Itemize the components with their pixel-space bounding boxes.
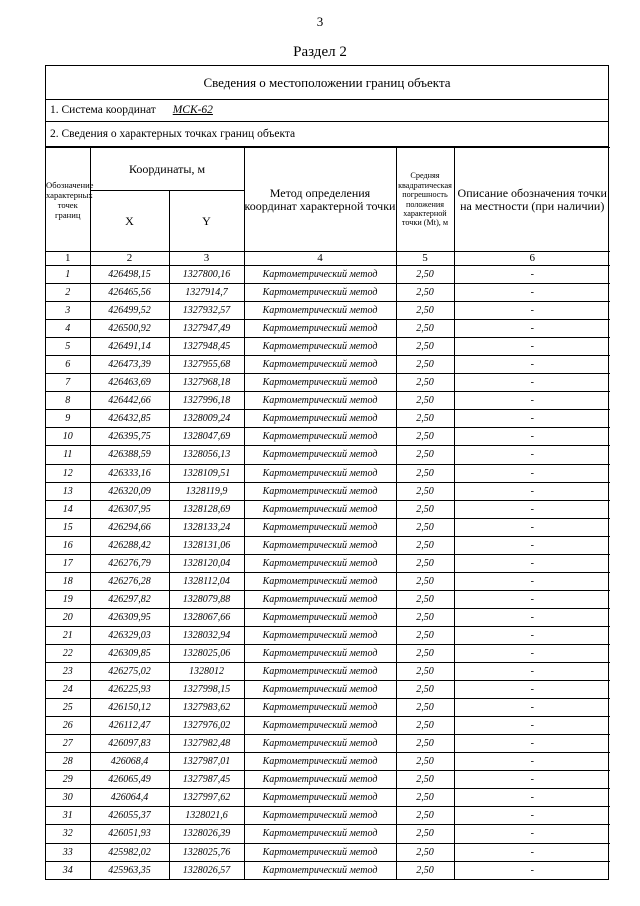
method: Картометрический метод <box>244 320 396 338</box>
coord-y: 1327955,68 <box>169 356 244 374</box>
description: - <box>454 681 610 699</box>
method: Картометрический метод <box>244 428 396 446</box>
coord-y: 1327914,7 <box>169 284 244 302</box>
page-number: 3 <box>316 14 324 29</box>
coord-y: 1328026,57 <box>169 861 244 879</box>
mean-error: 2,50 <box>396 843 454 861</box>
point-number: 9 <box>46 410 90 428</box>
point-number: 6 <box>46 356 90 374</box>
point-number: 3 <box>46 302 90 320</box>
description: - <box>454 699 610 717</box>
table-row <box>46 428 610 446</box>
description: - <box>454 446 610 464</box>
method: Картометрический метод <box>244 861 396 879</box>
coord-y: 1328047,69 <box>169 428 244 446</box>
point-number: 1 <box>46 266 90 284</box>
mean-error: 2,50 <box>396 266 454 284</box>
description: - <box>454 554 610 572</box>
mean-error: 2,50 <box>396 446 454 464</box>
table-row <box>46 392 610 410</box>
table-row <box>46 536 610 554</box>
table-row <box>46 807 610 825</box>
mean-error: 2,50 <box>396 861 454 879</box>
col-y: Y <box>169 191 244 252</box>
mean-error: 2,50 <box>396 590 454 608</box>
coord-x: 426395,75 <box>90 428 169 446</box>
coord-y: 1328032,94 <box>169 626 244 644</box>
coord-x: 425982,02 <box>90 843 169 861</box>
coord-y: 1327948,45 <box>169 338 244 356</box>
point-number: 28 <box>46 753 90 771</box>
description: - <box>454 338 610 356</box>
description: - <box>454 320 610 338</box>
coord-y: 1327982,48 <box>169 735 244 753</box>
description: - <box>454 717 610 735</box>
coord-y: 1327996,18 <box>169 392 244 410</box>
table-row <box>46 753 610 771</box>
table-row <box>46 717 610 735</box>
coord-y: 1328056,13 <box>169 446 244 464</box>
method: Картометрический метод <box>244 482 396 500</box>
mean-error: 2,50 <box>396 320 454 338</box>
method: Картометрический метод <box>244 464 396 482</box>
method: Картометрический метод <box>244 266 396 284</box>
mean-error: 2,50 <box>396 392 454 410</box>
mean-error: 2,50 <box>396 663 454 681</box>
mean-error: 2,50 <box>396 374 454 392</box>
description: - <box>454 464 610 482</box>
method: Картометрический метод <box>244 753 396 771</box>
method: Картометрический метод <box>244 807 396 825</box>
coord-x: 426309,85 <box>90 644 169 662</box>
coord-y: 1327987,45 <box>169 771 244 789</box>
coord-x: 426333,16 <box>90 464 169 482</box>
coord-y: 1328131,06 <box>169 536 244 554</box>
table-row <box>46 302 610 320</box>
coord-x: 426388,59 <box>90 446 169 464</box>
description: - <box>454 392 610 410</box>
mean-error: 2,50 <box>396 681 454 699</box>
point-number: 8 <box>46 392 90 410</box>
table-row <box>46 356 610 374</box>
point-number: 21 <box>46 626 90 644</box>
coord-y: 1328009,24 <box>169 410 244 428</box>
coord-y: 1328079,88 <box>169 590 244 608</box>
coord-x: 426150,12 <box>90 699 169 717</box>
mean-error: 2,50 <box>396 753 454 771</box>
mean-error: 2,50 <box>396 284 454 302</box>
coord-x: 426491,14 <box>90 338 169 356</box>
method: Картометрический метод <box>244 338 396 356</box>
point-number: 18 <box>46 572 90 590</box>
point-number: 33 <box>46 843 90 861</box>
table-row <box>46 825 610 843</box>
table-row <box>46 410 610 428</box>
method: Картометрический метод <box>244 626 396 644</box>
coord-system-value: МСК-62 <box>172 104 213 116</box>
description: - <box>454 356 610 374</box>
coord-x: 426112,47 <box>90 717 169 735</box>
point-number: 17 <box>46 554 90 572</box>
column-number: 2 <box>90 252 169 266</box>
point-number: 30 <box>46 789 90 807</box>
description: - <box>454 284 610 302</box>
description: - <box>454 753 610 771</box>
table-row <box>46 518 610 536</box>
point-number: 10 <box>46 428 90 446</box>
mean-error: 2,50 <box>396 554 454 572</box>
mean-error: 2,50 <box>396 410 454 428</box>
coord-x: 426097,83 <box>90 735 169 753</box>
coord-x: 426442,66 <box>90 392 169 410</box>
description: - <box>454 626 610 644</box>
points-table-body <box>46 266 610 879</box>
coord-y: 1328128,69 <box>169 500 244 518</box>
coord-x: 426225,93 <box>90 681 169 699</box>
description: - <box>454 536 610 554</box>
method: Картометрический метод <box>244 843 396 861</box>
coord-system-row <box>46 100 608 122</box>
table-header-title: Сведения о местоположении границ объекта <box>46 66 608 100</box>
method: Картометрический метод <box>244 374 396 392</box>
table-row <box>46 374 610 392</box>
description: - <box>454 302 610 320</box>
coord-x: 426320,09 <box>90 482 169 500</box>
method: Картометрический метод <box>244 717 396 735</box>
method: Картометрический метод <box>244 825 396 843</box>
coord-y: 1328112,04 <box>169 572 244 590</box>
coord-y: 1328109,51 <box>169 464 244 482</box>
description: - <box>454 608 610 626</box>
coord-x: 426064,4 <box>90 789 169 807</box>
table-row <box>46 681 610 699</box>
coord-y: 1327983,62 <box>169 699 244 717</box>
coord-x: 426276,79 <box>90 554 169 572</box>
coord-y: 1328025,76 <box>169 843 244 861</box>
point-number: 11 <box>46 446 90 464</box>
col-designation: Обозначение характерных точек границ <box>46 148 90 252</box>
method: Картометрический метод <box>244 302 396 320</box>
mean-error: 2,50 <box>396 825 454 843</box>
table-row <box>46 590 610 608</box>
table-row <box>46 338 610 356</box>
method: Картометрический метод <box>244 518 396 536</box>
mean-error: 2,50 <box>396 699 454 717</box>
table-row <box>46 626 610 644</box>
table-row <box>46 644 610 662</box>
mean-error: 2,50 <box>396 482 454 500</box>
table-row <box>46 572 610 590</box>
description: - <box>454 590 610 608</box>
mean-error: 2,50 <box>396 807 454 825</box>
column-number: 6 <box>454 252 610 266</box>
coord-x: 426473,39 <box>90 356 169 374</box>
point-number: 15 <box>46 518 90 536</box>
col-x: X <box>90 191 169 252</box>
coord-y: 1327968,18 <box>169 374 244 392</box>
section-title: Раздел 2 <box>293 44 347 60</box>
mean-error: 2,50 <box>396 536 454 554</box>
point-number: 25 <box>46 699 90 717</box>
col-description: Описание обозначения точки на местности (при наличии) <box>454 148 610 252</box>
coord-x: 426288,42 <box>90 536 169 554</box>
coord-y: 1328012 <box>169 663 244 681</box>
coord-x: 426055,37 <box>90 807 169 825</box>
coord-y: 1327998,15 <box>169 681 244 699</box>
point-number: 34 <box>46 861 90 879</box>
coord-x: 426465,56 <box>90 284 169 302</box>
point-number: 16 <box>46 536 90 554</box>
table-row <box>46 735 610 753</box>
method: Картометрический метод <box>244 590 396 608</box>
point-number: 31 <box>46 807 90 825</box>
table-row <box>46 266 610 284</box>
method: Картометрический метод <box>244 608 396 626</box>
coord-y: 1327947,49 <box>169 320 244 338</box>
points-label-row: 2. Сведения о характерных точках границ объекта <box>46 122 608 147</box>
description: - <box>454 825 610 843</box>
coord-x: 426051,93 <box>90 825 169 843</box>
table-row <box>46 861 610 879</box>
mean-error: 2,50 <box>396 771 454 789</box>
table-row <box>46 446 610 464</box>
mean-error: 2,50 <box>396 464 454 482</box>
mean-error: 2,50 <box>396 428 454 446</box>
description: - <box>454 807 610 825</box>
method: Картометрический метод <box>244 681 396 699</box>
point-number: 32 <box>46 825 90 843</box>
points-table <box>46 147 610 879</box>
mean-error: 2,50 <box>396 356 454 374</box>
point-number: 24 <box>46 681 90 699</box>
mean-error: 2,50 <box>396 735 454 753</box>
mean-error: 2,50 <box>396 626 454 644</box>
description: - <box>454 789 610 807</box>
description: - <box>454 735 610 753</box>
mean-error: 2,50 <box>396 500 454 518</box>
point-number: 27 <box>46 735 90 753</box>
coord-x: 426275,02 <box>90 663 169 681</box>
coord-x: 426499,52 <box>90 302 169 320</box>
method: Картометрический метод <box>244 644 396 662</box>
description: - <box>454 500 610 518</box>
description: - <box>454 518 610 536</box>
mean-error: 2,50 <box>396 717 454 735</box>
coord-x: 426276,28 <box>90 572 169 590</box>
coord-x: 426307,95 <box>90 500 169 518</box>
description: - <box>454 663 610 681</box>
table-row <box>46 464 610 482</box>
point-number: 4 <box>46 320 90 338</box>
point-number: 2 <box>46 284 90 302</box>
description: - <box>454 482 610 500</box>
description: - <box>454 572 610 590</box>
table-row <box>46 843 610 861</box>
column-number: 1 <box>46 252 90 266</box>
description: - <box>454 771 610 789</box>
point-number: 29 <box>46 771 90 789</box>
col-method: Метод определения координат характерной точки <box>244 148 396 252</box>
description: - <box>454 843 610 861</box>
coord-y: 1327987,01 <box>169 753 244 771</box>
description: - <box>454 644 610 662</box>
column-number: 4 <box>244 252 396 266</box>
coord-y: 1328119,9 <box>169 482 244 500</box>
mean-error: 2,50 <box>396 302 454 320</box>
mean-error: 2,50 <box>396 518 454 536</box>
description: - <box>454 428 610 446</box>
mean-error: 2,50 <box>396 572 454 590</box>
description: - <box>454 266 610 284</box>
method: Картометрический метод <box>244 699 396 717</box>
coord-system-label: 1. Система координат <box>50 104 156 116</box>
table-row <box>46 771 610 789</box>
coord-y: 1327932,57 <box>169 302 244 320</box>
table-row <box>46 789 610 807</box>
method: Картометрический метод <box>244 500 396 518</box>
column-numbers-row <box>46 252 610 266</box>
point-number: 22 <box>46 644 90 662</box>
table-row <box>46 320 610 338</box>
point-number: 5 <box>46 338 90 356</box>
table-row <box>46 699 610 717</box>
method: Картометрический метод <box>244 392 396 410</box>
method: Картометрический метод <box>244 771 396 789</box>
point-number: 19 <box>46 590 90 608</box>
coord-x: 426500,92 <box>90 320 169 338</box>
table-row <box>46 554 610 572</box>
table-row <box>46 663 610 681</box>
point-number: 26 <box>46 717 90 735</box>
coord-y: 1328133,24 <box>169 518 244 536</box>
coord-y: 1327997,62 <box>169 789 244 807</box>
col-coords: Координаты, м <box>90 148 244 191</box>
coord-x: 426065,49 <box>90 771 169 789</box>
coord-y: 1327800,16 <box>169 266 244 284</box>
point-number: 13 <box>46 482 90 500</box>
method: Картометрический метод <box>244 536 396 554</box>
coord-x: 426432,85 <box>90 410 169 428</box>
point-number: 7 <box>46 374 90 392</box>
mean-error: 2,50 <box>396 608 454 626</box>
coord-x: 426297,82 <box>90 590 169 608</box>
coord-y: 1328026,39 <box>169 825 244 843</box>
description: - <box>454 374 610 392</box>
table-row <box>46 482 610 500</box>
method: Картометрический метод <box>244 554 396 572</box>
point-number: 12 <box>46 464 90 482</box>
table-row <box>46 500 610 518</box>
method: Картометрический метод <box>244 572 396 590</box>
coord-x: 426329,03 <box>90 626 169 644</box>
method: Картометрический метод <box>244 446 396 464</box>
boundary-table-frame <box>45 65 609 880</box>
coord-x: 426068,4 <box>90 753 169 771</box>
column-number: 3 <box>169 252 244 266</box>
method: Картометрический метод <box>244 356 396 374</box>
table-row <box>46 608 610 626</box>
point-number: 20 <box>46 608 90 626</box>
coord-y: 1328120,04 <box>169 554 244 572</box>
coord-y: 1327976,02 <box>169 717 244 735</box>
table-row <box>46 284 610 302</box>
description: - <box>454 861 610 879</box>
coord-y: 1328025,06 <box>169 644 244 662</box>
col-error: Средняя квадратическая погрешность положения характерной точки (Mt), м <box>396 148 454 252</box>
method: Картометрический метод <box>244 663 396 681</box>
coord-x: 425963,35 <box>90 861 169 879</box>
coord-y: 1328021,6 <box>169 807 244 825</box>
column-number: 5 <box>396 252 454 266</box>
method: Картометрический метод <box>244 284 396 302</box>
coord-x: 426309,95 <box>90 608 169 626</box>
coord-x: 426498,15 <box>90 266 169 284</box>
mean-error: 2,50 <box>396 338 454 356</box>
method: Картометрический метод <box>244 735 396 753</box>
point-number: 14 <box>46 500 90 518</box>
description: - <box>454 410 610 428</box>
coord-x: 426294,66 <box>90 518 169 536</box>
mean-error: 2,50 <box>396 644 454 662</box>
mean-error: 2,50 <box>396 789 454 807</box>
coord-y: 1328067,66 <box>169 608 244 626</box>
point-number: 23 <box>46 663 90 681</box>
method: Картометрический метод <box>244 789 396 807</box>
coord-x: 426463,69 <box>90 374 169 392</box>
method: Картометрический метод <box>244 410 396 428</box>
